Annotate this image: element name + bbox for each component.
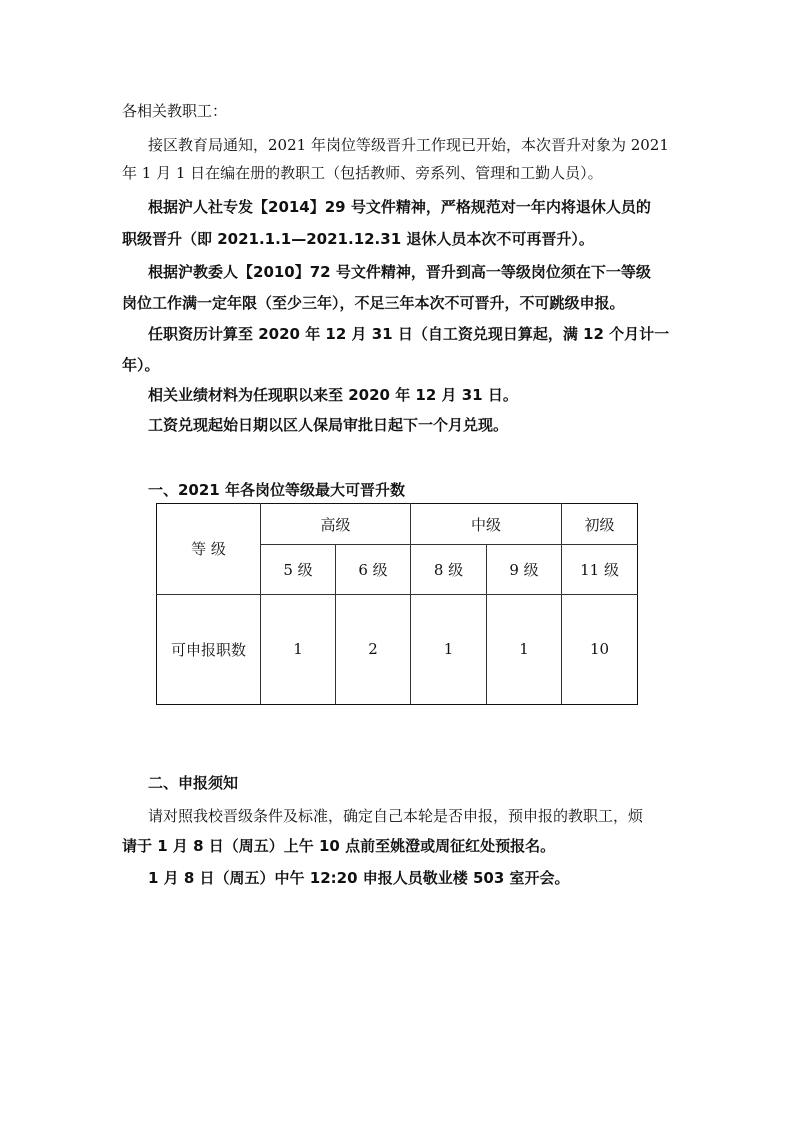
rule4: 相关业绩材料为任现职以来至 2020 年 12 月 31 日。 [148, 386, 518, 404]
level-header: 6 级 [336, 545, 411, 594]
grade-quota-table [156, 503, 638, 705]
quota-cell: 2 [336, 594, 411, 704]
level-header: 8 级 [411, 545, 487, 594]
section2-p1-line-2: 请于 1 月 8 日（周五）上午 10 点前至姚澄或周征红处预报名。 [122, 837, 556, 855]
quota-cell: 10 [562, 594, 638, 704]
quota-cell: 1 [487, 594, 562, 704]
rule5: 工资兑现起始日期以区人保局审批日起下一个月兑现。 [148, 416, 509, 434]
rule1-line-1: 根据沪人社专发【2014】29 号文件精神，严格规范对一年内将退休人员的 [148, 198, 651, 216]
rule2-line-2: 岗位工作满一定年限（至少三年），不足三年本次不可晋升，不可跳级申报。 [122, 294, 625, 312]
level-header: 5 级 [261, 545, 336, 594]
section2-p2: 1 月 8 日（周五）中午 12:20 申报人员敬业楼 503 室开会。 [148, 869, 570, 887]
group-header-intermediate: 中级 [411, 504, 562, 545]
rule3-line-2: 年）。 [122, 356, 160, 374]
rule3-line-1: 任职资历计算至 2020 年 12 月 31 日（自工资兑现日算起，满 12 个月计一 [148, 325, 670, 343]
section1-heading: 一、2021 年各岗位等级最大可晋升数 [148, 481, 405, 499]
rule1-line-2: 职级晋升（即 2021.1.1—2021.12.31 退休人员本次不可再晋升）。 [122, 230, 594, 248]
intro-line-1: 接区教育局通知，2021 年岗位等级晋升工作现已开始，本次晋升对象为 2021 [148, 136, 669, 154]
intro-line-2: 年 1 月 1 日在编在册的教职工（包括教师、旁系列、管理和工勤人员）。 [122, 164, 603, 182]
section2-heading: 二、申报须知 [148, 774, 239, 792]
section2-p1-line-1: 请对照我校晋级条件及标准，确定自己本轮是否申报，预申报的教职工，烦 [148, 807, 644, 825]
table-corner-label: 等 级 [157, 504, 261, 595]
quota-cell: 1 [261, 594, 336, 704]
level-header: 11 级 [562, 545, 638, 594]
salutation: 各相关教职工： [122, 102, 228, 120]
quota-cell: 1 [411, 594, 487, 704]
group-header-junior: 初级 [562, 504, 638, 545]
row-label: 可申报职数 [157, 594, 261, 704]
group-header-senior: 高级 [261, 504, 411, 545]
level-header: 9 级 [487, 545, 562, 594]
rule2-line-1: 根据沪教委人【2010】72 号文件精神，晋升到高一等级岗位须在下一等级 [148, 263, 651, 281]
